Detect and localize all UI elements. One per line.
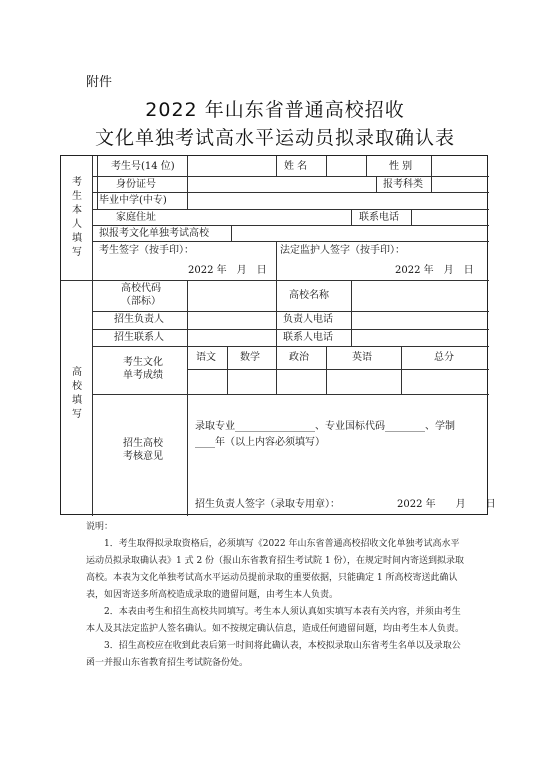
school-code-label: 高校代码 （部标） — [121, 283, 161, 307]
opinion-label: 招生高校 考核意见 — [123, 438, 163, 462]
gender-field[interactable] — [432, 157, 488, 175]
confirmation-form-table — [60, 155, 496, 515]
subject-politics-header: 政治 — [289, 352, 309, 363]
subject-english-header: 英语 — [352, 352, 372, 363]
id-number-label: 身份证号 — [116, 179, 156, 190]
instructions — [86, 519, 468, 672]
instruction-item: 3．招生高校应在收到此表后第一时间将此确认表，本校拟录取山东省考生名单以及录取公函一并报山东省教育招生考试院备份处。 — [86, 641, 461, 668]
name-label: 姓 名 — [284, 161, 308, 172]
instruction-item: 1．考生取得拟录取资格后，必须填写《2022 年山东省普通高校招收文化单独考试高水平运动员拟录取确认表》1 式 2 份（报山东省教育招生考试院 1 份），在规定时间内寄送到拟录取高校。本表为文化单独考试高水平运动员提前录取的重要依据，只能确定 1 所高校寄送此确认表，如因寄送多所高校造成录取的遗留问题，由考生本人负责。 — [86, 539, 464, 600]
exam-number-label: 考生号(14 位) — [111, 161, 175, 172]
admission-head-label: 招生负责人 — [114, 314, 164, 325]
student-section-label: 考 生 本 人 填 写 — [72, 177, 82, 258]
school-name-field[interactable] — [352, 281, 488, 310]
head-phone-field[interactable] — [352, 312, 488, 328]
official-signature-label: 招生负责人签字（录取专用章）： — [195, 499, 340, 510]
home-address-field[interactable] — [188, 210, 350, 224]
instructions-heading: 说明： — [86, 522, 114, 532]
score-english-field[interactable] — [327, 370, 400, 393]
subject-math-header: 数学 — [240, 352, 260, 363]
contact-phone-field[interactable] — [352, 330, 488, 345]
exam-category-field[interactable] — [432, 177, 488, 191]
student-signature-date: 2022 年 月 日 — [188, 265, 267, 276]
admission-details-text: 录取专业________________、专业国标代码________、学制 ____年（以上内容必须填写） — [195, 421, 455, 448]
school-code-field[interactable] — [188, 281, 275, 310]
exam-category-label: 报考科类 — [383, 179, 423, 190]
target-school-field[interactable] — [232, 226, 488, 240]
gender-label: 性 别 — [389, 161, 413, 172]
score-total-field[interactable] — [402, 370, 488, 393]
contact-phone-label: 联系人电话 — [283, 332, 333, 343]
attachment-label: 附件 — [86, 75, 113, 90]
score-math-field[interactable] — [228, 370, 275, 393]
graduate-school-field[interactable] — [188, 193, 488, 208]
target-school-label: 拟报考文化单独考试高校 — [99, 228, 209, 239]
guardian-signature-date: 2022 年 月 日 — [395, 265, 474, 276]
name-field[interactable] — [327, 157, 365, 175]
guardian-signature-label: 法定监护人签字（按手印）： — [280, 245, 405, 256]
form-title-line2: 文化单独考试高水平运动员拟录取确认表 — [94, 127, 455, 149]
instruction-item: 2．本表由考生和招生高校共同填写。考生本人须认真如实填写本表有关内容，并须由考生本人及其法定监护人签名确认。如不按规定确认信息，造成任何遗留问题，均由考生本人负责。 — [86, 607, 465, 634]
form-title-line1: 2022 年山东省普通高校招收 — [145, 99, 405, 121]
score-politics-field[interactable] — [277, 370, 325, 393]
phone-label: 联系电话 — [359, 212, 399, 223]
graduate-school-label: 毕业中学(中专) — [99, 195, 167, 206]
phone-field[interactable] — [412, 210, 488, 224]
id-number-field[interactable] — [188, 177, 375, 191]
school-section-label: 高 校 填 写 — [72, 367, 82, 420]
exam-number-field[interactable] — [188, 157, 275, 175]
student-signature-label: 考生签字（按手印）： — [99, 245, 194, 256]
official-signature-date: 2022 年 月 日 — [397, 499, 496, 510]
school-name-label: 高校名称 — [289, 290, 329, 301]
head-phone-label: 负责人电话 — [283, 314, 333, 325]
total-score-header: 总分 — [434, 352, 454, 363]
subject-chinese-header: 语文 — [196, 352, 216, 363]
scores-label: 考生文化 单考成绩 — [123, 357, 163, 381]
admission-contact-label: 招生联系人 — [114, 332, 164, 343]
score-chinese-field[interactable] — [188, 370, 226, 393]
admission-contact-field[interactable] — [188, 330, 275, 345]
admission-head-field[interactable] — [188, 312, 275, 328]
home-address-label: 家庭住址 — [116, 212, 156, 223]
